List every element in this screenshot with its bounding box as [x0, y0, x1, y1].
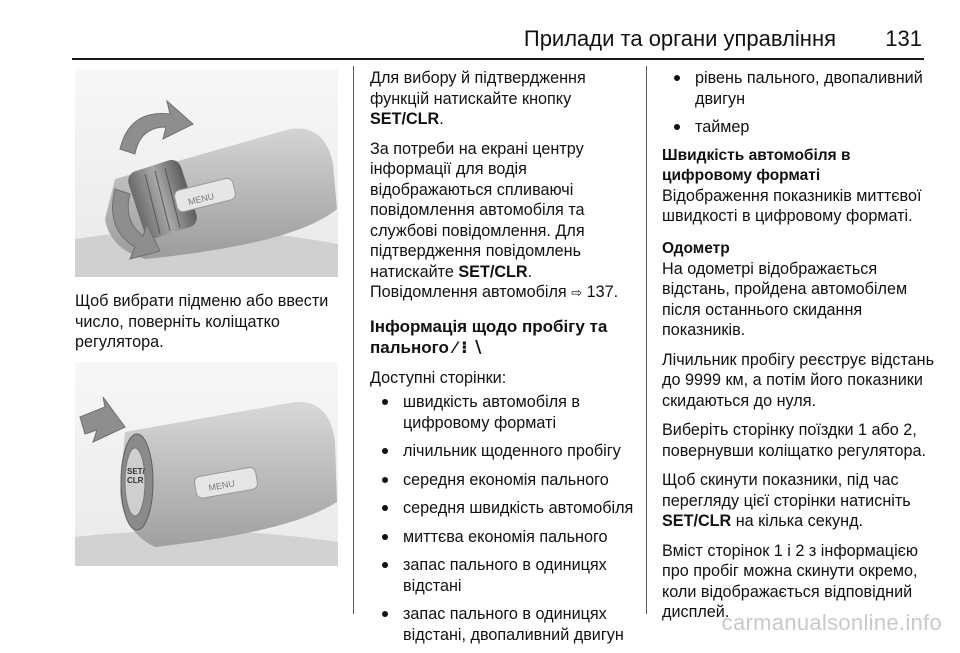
list-item: швидкість автомобіля в цифровому форматі — [370, 392, 642, 433]
page-header — [72, 22, 924, 60]
available-pages-list — [370, 392, 642, 645]
figure-thumbwheel-rotate — [75, 69, 338, 277]
pages-reset-text: Вміст сторінок 1 і 2 з інформацією про пробіг можна скинути окремо, коли відображається відповідний дисплей. — [662, 541, 919, 621]
list-item: середня економія пального — [370, 470, 642, 491]
figure-set-clr-press — [75, 362, 338, 566]
menu-label-fig1: MENU — [187, 191, 216, 208]
column-divider-left — [353, 66, 354, 614]
list-item: запас пального в одиницях відстані, двопаливний двигун — [370, 604, 642, 645]
column-divider-right — [646, 66, 647, 614]
trip-select-text: Виберіть сторінку поїздки 1 або 2, повернувши коліщатко регулятора. — [662, 421, 927, 460]
watermark: carmanualsonline.info — [721, 610, 942, 635]
rotate-up-arrow-icon — [120, 101, 193, 154]
odometer-text: На одометрі відображається відстань, пройдена автомобілем після останнього скидання показників. — [662, 259, 908, 339]
figure-caption: Щоб вибрати підменю або ввести число, поверніть коліщатко регулятора. — [75, 292, 329, 351]
digital-speed-text: Відображення показників миттєвої швидкості в цифровому форматі. — [662, 186, 922, 225]
list-item: таймер — [662, 117, 938, 138]
select-functions-paragraph: Для вибору й підтвердження функцій натискайте кнопку SET/CLR. — [370, 69, 586, 128]
list-item: рівень пального, двопаливний двигун — [662, 68, 938, 109]
available-pages-list-continued — [662, 68, 938, 138]
list-item: миттєва економія пального — [370, 527, 642, 548]
trip-odometer-text: Лічильник пробігу реєструє відстань до 9999 км, а потім його показники скидаються до нуля. — [662, 350, 935, 410]
list-item: середня швидкість автомобіля — [370, 498, 642, 519]
section-heading-trip-fuel: Інформація щодо пробігу та пального ⁄ ⁝ ∖ — [370, 316, 608, 357]
digital-speed-heading: Швидкість автомобіля в цифровому форматі — [662, 146, 851, 184]
available-pages-label: Доступні сторінки: — [370, 368, 507, 387]
trip-fuel-icon: ⁄ ⁝ ∖ — [453, 337, 485, 357]
odometer-heading: Одометр — [662, 239, 730, 257]
menu-label-fig2: MENU — [207, 478, 236, 493]
reference-arrow-icon: ⇨ — [571, 285, 583, 300]
list-item: запас пального в одиницях відстані — [370, 555, 642, 596]
page-title: Прилади та органи управління — [523, 26, 836, 51]
press-arrow-icon — [80, 397, 125, 442]
middle-column — [370, 68, 642, 653]
page-number: 131 — [885, 26, 922, 51]
set-clr-button-label: SET/ CLR — [127, 467, 145, 485]
right-column — [662, 68, 938, 632]
messages-paragraph: За потреби на екрані центру інформації для водія відображаються спливаючі повідомлення автомобіля та службові повідомлення. Для підтвердження повідомлень натискайте SET/CLR. Повідомлення автомобіля ⇨ 137. — [370, 139, 619, 301]
list-item: лічильник щоденного пробігу — [370, 441, 642, 462]
reset-text: Щоб скинути показники, під час перегляду цієї сторінки натисніть SET/CLR на кілька секунд. — [662, 471, 911, 530]
